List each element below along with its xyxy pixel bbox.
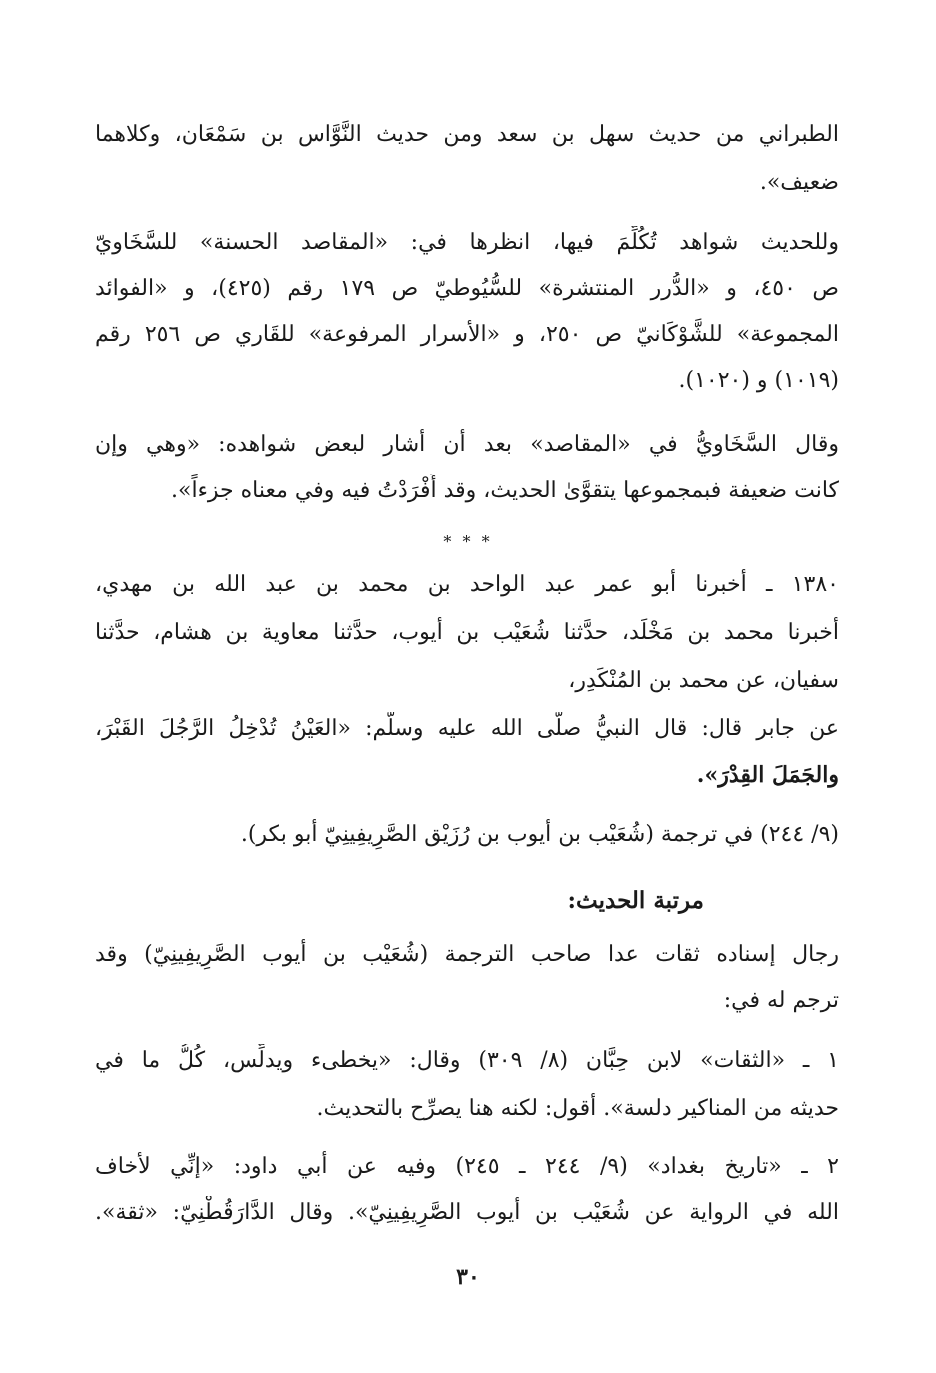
- text-line: ٢ ـ «تاريخ بغداد» (٩/ ٢٤٤ ـ ٢٤٥) وفيه عن أبي داود: «إنِّي لأخاف: [95, 1154, 839, 1179]
- section-separator: * * *: [443, 532, 493, 551]
- text-line: ١٣٨٠ ـ أخبرنا أبو عمر عبد الواحد بن محمد بن عبد الله بن مهدي،: [95, 572, 839, 597]
- text-line: ١ ـ «الثقات» لابن حِبَّان (٨/ ٣٠٩) وقال: «يخطىء ويدلِّس، كُلُّ ما في: [95, 1048, 839, 1073]
- text-line: ترجم له في:: [723, 988, 839, 1013]
- text-line: سفيان، عن محمد بن المُنْكَدِر،: [568, 668, 839, 693]
- text-line: المجموعة» للشَّوْكَانيّ ص ٢٥٠، و «الأسرار المرفوعة» للقَاري ص ٢٥٦ رقم: [95, 322, 839, 347]
- text-line: رجال إسناده ثقات عدا صاحب الترجمة (شُعَيْب بن أيوب الصَّرِيفِينِيّ) وقد: [95, 942, 839, 967]
- text-line: حديثه من المناكير دلسة». أقول: لكنه هنا يصرِّح بالتحديث.: [316, 1096, 839, 1121]
- text-line: الله في الرواية عن شُعَيْب بن أيوب الصَّرِيفِينِيّ». وقال الدَّارَقُطْنِيّ: «ثقة».: [95, 1200, 839, 1225]
- text-line: كانت ضعيفة فبمجموعها يتقوَّىٰ الحديث، وقد أَفْرَدْتُ فيه وفي معناه جزءاً».: [171, 478, 839, 503]
- text-line: وللحديث شواهد تُكُلِّمَ فيها، انظرها في: «المقاصد الحسنة» للسَّخَاويّ: [95, 230, 839, 255]
- section-heading: مرتبة الحديث:: [567, 887, 704, 914]
- text-line: (٩/ ٢٤٤) في ترجمة (شُعَيْب بن أيوب بن رُزَيْق الصَّرِيفِينِيّ أبو بكر).: [240, 822, 839, 847]
- text-line: ص ٤٥٠، و «الدُّرر المنتشرة» للسُّيُوطيّ ص ١٧٩ رقم (٤٢٥)، و «الفوائد: [95, 276, 839, 301]
- page-number: ٣٠: [456, 1264, 480, 1290]
- text-line: أخبرنا محمد بن مَخْلَد، حدَّثنا شُعَيْب بن أيوب، حدَّثنا معاوية بن هشام، حدَّثنا: [95, 620, 839, 645]
- text-line: الطبراني من حديث سهل بن سعد ومن حديث النَّوَّاس بن سَمْعَان، وكلاهما: [95, 122, 839, 147]
- text-line: عن جابر قال: قال النبيُّ صلَّى الله عليه وسلَّم: «العَيْنُ تُدْخِلُ الرَّجُلَ القَبْرَ،: [95, 716, 839, 741]
- text-line: (١٠١٩) و (١٠٢٠).: [678, 368, 839, 393]
- text-line: والجَمَلَ القِدْرَ».: [696, 762, 839, 788]
- text-line: وقال السَّخَاويُّ في «المقاصد» بعد أن أشار لبعض شواهده: «وهي وإن: [95, 432, 839, 457]
- text-line: ضعيف».: [759, 170, 839, 195]
